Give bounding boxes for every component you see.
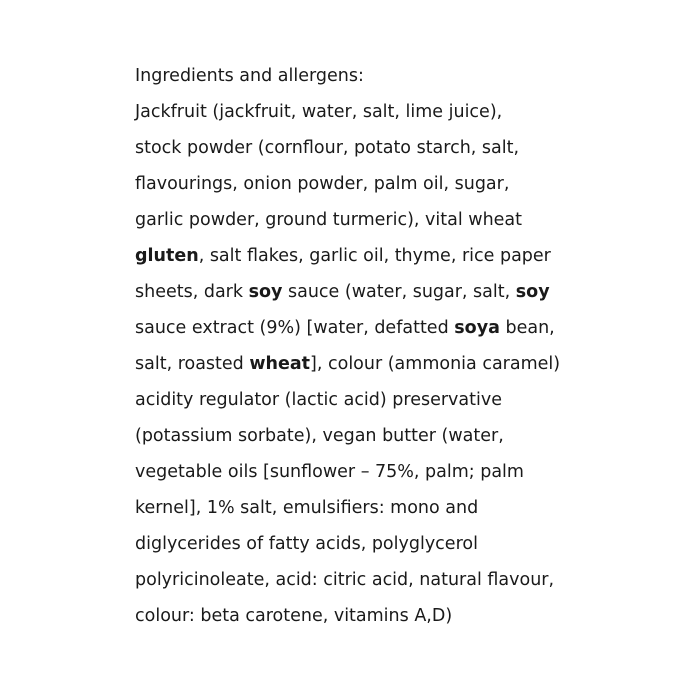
ingredient-text: colour: beta carotene, vitamins A,D) <box>135 606 453 626</box>
ingredients-heading: Ingredients and allergens: <box>135 66 364 86</box>
ingredient-text: flavourings, onion powder, palm oil, sugar, <box>135 174 510 194</box>
allergen-text: soy <box>248 282 283 302</box>
ingredient-text: stock powder (cornflour, potato starch, salt, <box>135 138 520 158</box>
ingredients-panel <box>135 58 680 634</box>
ingredient-line <box>135 562 680 598</box>
ingredient-text: ], colour (ammonia caramel) <box>310 354 561 374</box>
ingredient-line <box>135 490 680 526</box>
ingredients-text <box>135 94 680 634</box>
ingredient-line <box>135 202 680 238</box>
ingredient-line <box>135 274 680 310</box>
ingredient-text: (potassium sorbate), vegan butter (water, <box>135 426 504 446</box>
ingredient-line <box>135 418 680 454</box>
ingredient-line <box>135 454 680 490</box>
ingredient-line <box>135 130 680 166</box>
ingredient-text: , salt flakes, garlic oil, thyme, rice paper <box>198 246 551 266</box>
ingredient-text: acidity regulator (lactic acid) preservative <box>135 390 502 410</box>
ingredient-text: vegetable oils [sunflower – 75%, palm; palm <box>135 462 524 482</box>
allergen-text: soya <box>454 318 500 338</box>
ingredient-line <box>135 310 680 346</box>
ingredient-line <box>135 238 680 274</box>
ingredient-line <box>135 598 680 634</box>
ingredient-line <box>135 94 680 130</box>
allergen-text: gluten <box>135 246 199 266</box>
ingredient-text: bean, <box>499 318 555 338</box>
allergen-text: wheat <box>249 354 311 374</box>
ingredient-line <box>135 346 680 382</box>
allergen-text: soy <box>515 282 550 302</box>
ingredient-text: polyricinoleate, acid: citric acid, natural flavour, <box>135 570 555 590</box>
ingredient-line <box>135 526 680 562</box>
ingredient-text: sauce (water, sugar, salt, <box>282 282 516 302</box>
ingredient-text: salt, roasted <box>135 354 250 374</box>
ingredient-line <box>135 382 680 418</box>
ingredient-text: sheets, dark <box>135 282 249 302</box>
ingredient-text: sauce extract (9%) [water, defatted <box>135 318 455 338</box>
ingredient-text: garlic powder, ground turmeric), vital wheat <box>135 210 523 230</box>
ingredient-line <box>135 166 680 202</box>
ingredient-text: kernel], 1% salt, emulsifiers: mono and <box>135 498 479 518</box>
ingredient-text: diglycerides of fatty acids, polyglycerol <box>135 534 478 554</box>
ingredient-text: Jackfruit (jackfruit, water, salt, lime juice), <box>135 102 503 122</box>
